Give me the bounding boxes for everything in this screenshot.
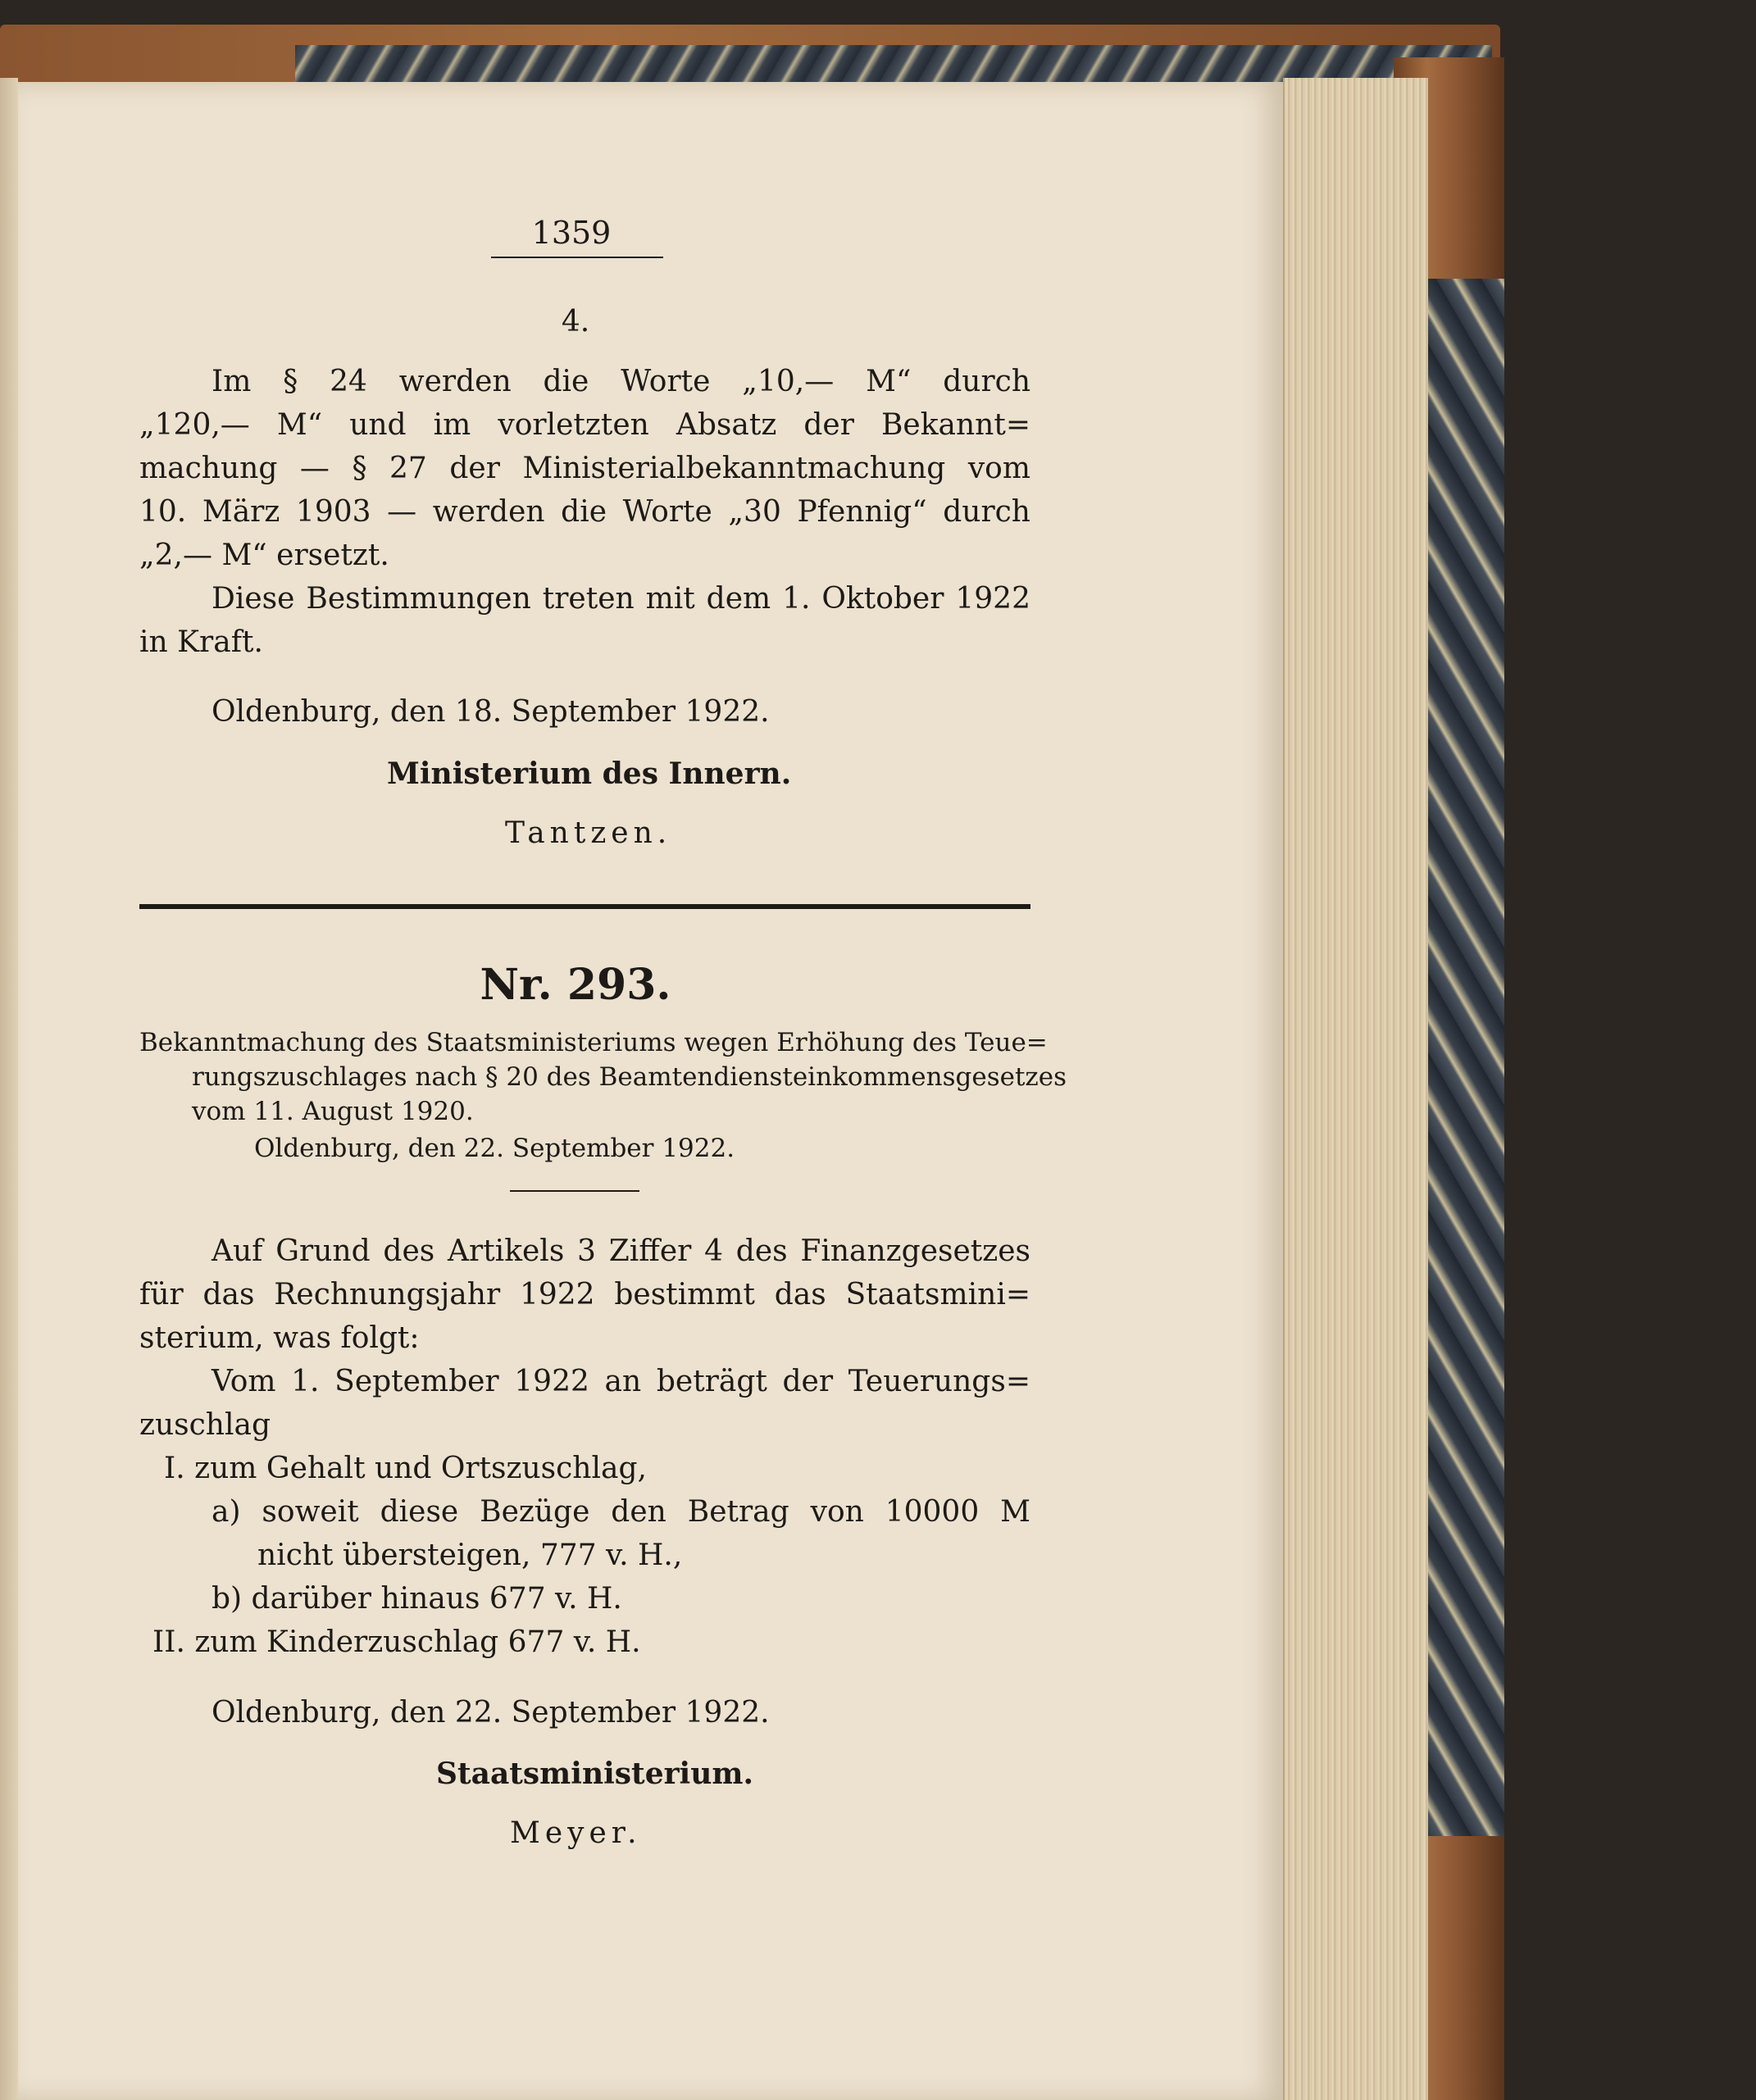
notice-title-line: rungszuschlages nach § 20 des Beamtendiensteinkommensgesetzes bbox=[192, 1062, 1067, 1092]
notice-place-date: Oldenburg, den 22. September 1922. bbox=[254, 1134, 735, 1163]
signature: Tantzen. bbox=[505, 816, 672, 850]
title-rule bbox=[510, 1190, 639, 1192]
intro-line: Auf Grund des Artikels 3 Ziffer 4 des Finanzgesetzes bbox=[212, 1234, 1030, 1268]
facing-page-edge bbox=[0, 78, 18, 2100]
paragraph-line: 10. März 1903 — werden die Worte „30 Pfennig“ durch bbox=[139, 495, 1030, 529]
marbled-cover-right bbox=[1426, 279, 1504, 1836]
list-item-II: II. zum Kinderzuschlag 677 v. H. bbox=[152, 1625, 641, 1659]
paragraph-line: „120,— M“ und im vorletzten Absatz der Bekannt= bbox=[139, 408, 1030, 442]
list-item-a-cont: nicht übersteigen, 777 v. H., bbox=[257, 1539, 683, 1572]
notice-number: Nr. 293. bbox=[480, 960, 671, 1010]
effective-line: in Kraft. bbox=[139, 625, 263, 659]
list-item-b: b) darüber hinaus 677 v. H. bbox=[212, 1582, 622, 1616]
section-divider bbox=[139, 904, 1030, 909]
rule-line: Vom 1. September 1922 an beträgt der Teuerungs= bbox=[212, 1365, 1030, 1398]
intro-line: für das Rechnungsjahr 1922 bestimmt das Staatsmini= bbox=[139, 1278, 1030, 1311]
section-number: 4. bbox=[561, 305, 590, 339]
place-date: Oldenburg, den 22. September 1922. bbox=[212, 1696, 770, 1730]
page-edges bbox=[1283, 78, 1428, 2100]
signature: Meyer. bbox=[510, 1816, 642, 1850]
intro-line: sterium, was folgt: bbox=[139, 1321, 420, 1355]
place-date: Oldenburg, den 18. September 1922. bbox=[212, 695, 770, 729]
notice-title-line: vom 11. August 1920. bbox=[192, 1097, 474, 1126]
paragraph-line: Im § 24 werden die Worte „10,— M“ durch bbox=[212, 365, 1030, 398]
effective-line: Diese Bestimmungen treten mit dem 1. Oktober 1922 bbox=[212, 582, 1030, 616]
paragraph-line: machung — § 27 der Ministerialbekanntmachung vom bbox=[139, 452, 1030, 485]
rule-line: zuschlag bbox=[139, 1408, 271, 1442]
authority: Ministerium des Innern. bbox=[387, 757, 792, 791]
paragraph-line: „2,— M“ ersetzt. bbox=[139, 539, 389, 572]
authority: Staatsministerium. bbox=[436, 1757, 754, 1791]
book-page bbox=[18, 82, 1283, 2100]
notice-title-line: Bekanntmachung des Staatsministeriums wegen Erhöhung des Teue= bbox=[139, 1028, 1048, 1057]
list-item-I: I. zum Gehalt und Ortszuschlag, bbox=[164, 1452, 647, 1485]
page-number: 1359 bbox=[531, 215, 612, 251]
list-item-a: a) soweit diese Bezüge den Betrag von 10000 M bbox=[212, 1495, 1030, 1529]
page-number-rule bbox=[491, 257, 663, 258]
